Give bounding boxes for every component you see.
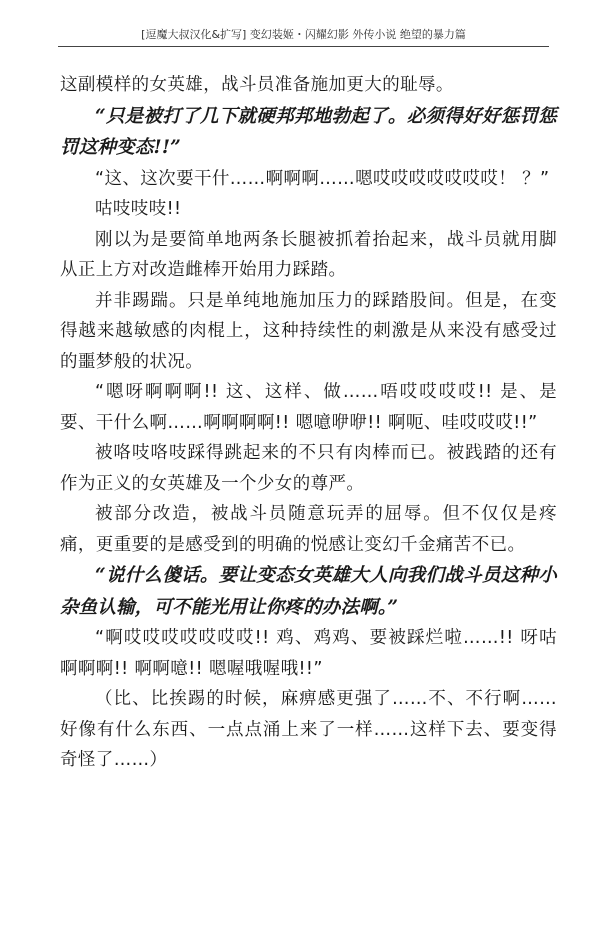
paragraph: “这、这次要干什……啊啊啊……嗯哎哎哎哎哎哎哎！ ？” xyxy=(95,168,550,189)
paragraph: 刚以为是要简单地两条长腿被抓着抬起来，战斗员就用脚从正上方对改造雌棒开始用力踩踏。 xyxy=(60,229,557,280)
page-header: [逗魔大叔汉化&扩写] 变幻装姬・闪耀幻影 外传小说 绝望的暴力篇 xyxy=(141,28,466,41)
paragraph-emphasis: “只是被打了几下就硬邦邦地勃起了。必须得好好惩罚惩罚这种变态!!” xyxy=(60,105,557,158)
paragraph: 咕吱吱吱!! xyxy=(95,199,182,219)
paragraph: “啊哎哎哎哎哎哎哎!! 鸡、鸡鸡、要被踩烂啦……!! 呀咕啊啊啊!! 啊啊噫!! 嗯喔哦喔哦!!” xyxy=(60,628,557,679)
paragraph: 被部分改造，被战斗员随意玩弄的屈辱。但不仅仅是疼痛，更重要的是感受到的明确的悦感让变幻千金痛苦不已。 xyxy=(60,504,557,555)
paragraph: “嗯呀啊啊啊!! 这、这样、做……唔哎哎哎哎!! 是、是要、干什么啊……啊啊啊啊!! 嗯噫咿咿!! 啊呃、哇哎哎哎!!” xyxy=(60,382,557,433)
body-text xyxy=(60,70,557,776)
paragraph: 被咯吱咯吱踩得跳起来的不只有肉棒而已。被践踏的还有作为正义的女英雄及一个少女的尊严。 xyxy=(60,443,557,494)
paragraph-emphasis: “说什么傻话。要让变态女英雄大人向我们战斗员这种小杂鱼认输，可不能光用让你疼的办法啊。” xyxy=(60,565,557,618)
header-divider xyxy=(58,46,549,47)
paragraph: 并非踢踹。只是单纯地施加压力的踩踏股间。但是，在变得越来越敏感的肉棍上，这种持续性的刺激是从来没有感受过的噩梦般的状况。 xyxy=(60,290,557,372)
paragraph: （比、比挨踢的时候，麻痹感更强了……不、不行啊……好像有什么东西、一点点涌上来了一样……这样下去、要变得奇怪了……） xyxy=(60,689,557,770)
paragraph: 这副模样的女英雄，战斗员准备施加更大的耻辱。 xyxy=(60,75,454,95)
